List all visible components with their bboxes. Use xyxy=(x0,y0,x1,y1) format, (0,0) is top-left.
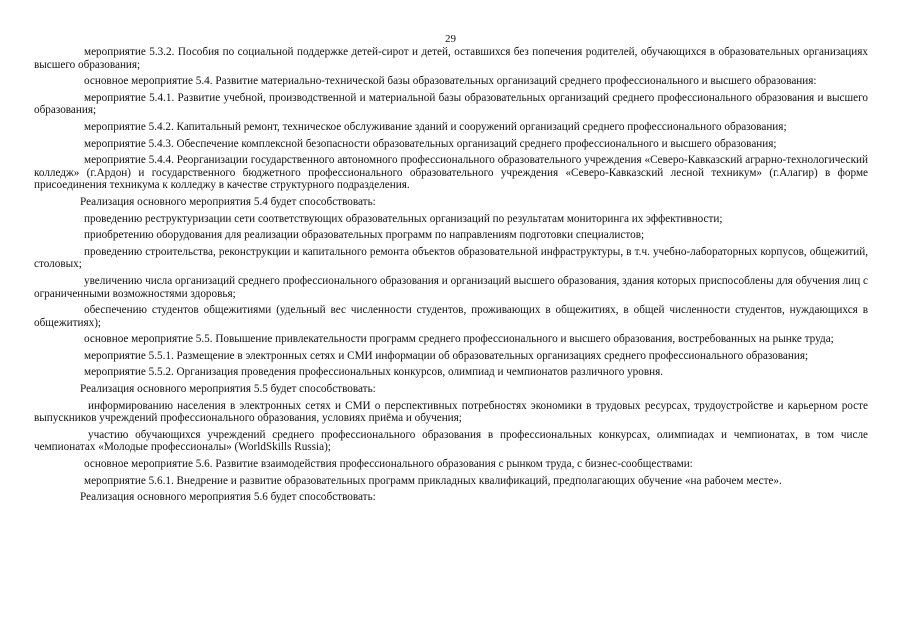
paragraph-measure-5-3-2: мероприятие 5.3.2. Пособия по социальной поддержке детей-сирот и детей, оставшихся без попечения родителей, обучающихся в образовательных организациях высшего образования; xyxy=(34,46,868,71)
paragraph-main-measure-5-6: основное мероприятие 5.6. Развитие взаимодействия профессионального образования с рынком труда, с бизнес-сообществами: xyxy=(84,458,693,471)
paragraph-implementation-5-5: Реализация основного мероприятия 5.5 будет способствовать: xyxy=(80,383,376,396)
paragraph-participation: участию обучающихся учреждений среднего профессионального образования в профессиональных конкурсах, олимпиадах и чемпионатах, в том числе чемпионатах «Молодые профессионалы» (WorldSkills Russia); xyxy=(34,428,868,454)
paragraph-measure-5-4-2: мероприятие 5.4.2. Капитальный ремонт, техническое обслуживание зданий и сооружений организаций среднего профессионального образования; xyxy=(84,120,787,133)
paragraph-implementation-5-4: Реализация основного мероприятия 5.4 будет способствовать: xyxy=(80,195,376,208)
page-number: 29 xyxy=(445,33,456,45)
paragraph-restructuring: проведению реструктуризации сети соответствующих образовательных организаций по результатам мониторинга их эффективности; xyxy=(84,212,723,225)
paragraph-construction: проведению строительства, реконструкции и капитального ремонта объектов образовательной инфраструктуры, в т.ч. учебно-лабораторных корпусов, общежитий, столовых; xyxy=(34,245,868,271)
paragraph-measure-5-5-2: мероприятие 5.5.2. Организация проведения профессиональных конкурсов, олимпиад и чемпионатов различного уровня. xyxy=(84,366,664,379)
paragraph-measure-5-4-3: мероприятие 5.4.3. Обеспечение комплексной безопасности образовательных организаций среднего профессионального и высшего образования; xyxy=(84,137,777,150)
document-body xyxy=(34,46,868,508)
paragraph-equipment: приобретению оборудования для реализации образовательных программ по направлениям подготовки специалистов; xyxy=(84,229,645,242)
paragraph-measure-5-4-4: мероприятие 5.4.4. Реорганизации государственного автономного профессионального образовательного учреждения «Северо-Кавказский аграрно-технологический колледж» (г.Ардон) и государственного бюджетного профессионального образовательного учреждения «Северо-Кавказский лесной техникум» (г.Алагир) в форме присоединения техникума к колледжу в качестве структурного подразделения. xyxy=(34,154,868,192)
paragraph-accessibility: увеличению числа организаций среднего профессионального образования и организаций высшего образования, здания которых приспособлены для обучения лиц с ограниченными возможностями здоровья; xyxy=(34,274,868,300)
paragraph-measure-5-6-1: мероприятие 5.6.1. Внедрение и развитие образовательных программ прикладных квалификаций, предполагающих обучение «на рабочем месте». xyxy=(84,474,782,487)
paragraph-main-measure-5-4: основное мероприятие 5.4. Развитие материально-технической базы образовательных организаций среднего профессионального и высшего образования: xyxy=(84,75,817,88)
paragraph-measure-5-4-1: мероприятие 5.4.1. Развитие учебной, производственной и материальной базы образовательных организаций среднего профессионального образования и высшего образования; xyxy=(34,91,868,117)
paragraph-implementation-5-6: Реализация основного мероприятия 5.6 будет способствовать: xyxy=(80,491,376,504)
paragraph-informing: информированию населения в электронных сетях и СМИ о перспективных потребностях экономики в трудовых ресурсах, трудоустройстве и карьерном росте выпускников учреждений профессионального образования, условиях приёма и обучения; xyxy=(34,399,868,425)
paragraph-dormitories: обеспечению студентов общежитиями (удельный вес численности студентов, проживающих в общежитиях, в общей численности студентов, нуждающихся в общежитиях); xyxy=(34,304,868,329)
paragraph-measure-5-5-1: мероприятие 5.5.1. Размещение в электронных сетях и СМИ информации об образовательных организациях среднего профессионального образования; xyxy=(84,349,809,362)
paragraph-main-measure-5-5: основное мероприятие 5.5. Повышение привлекательности программ среднего профессионального и высшего образования, востребованных на рынке труда; xyxy=(84,333,834,346)
